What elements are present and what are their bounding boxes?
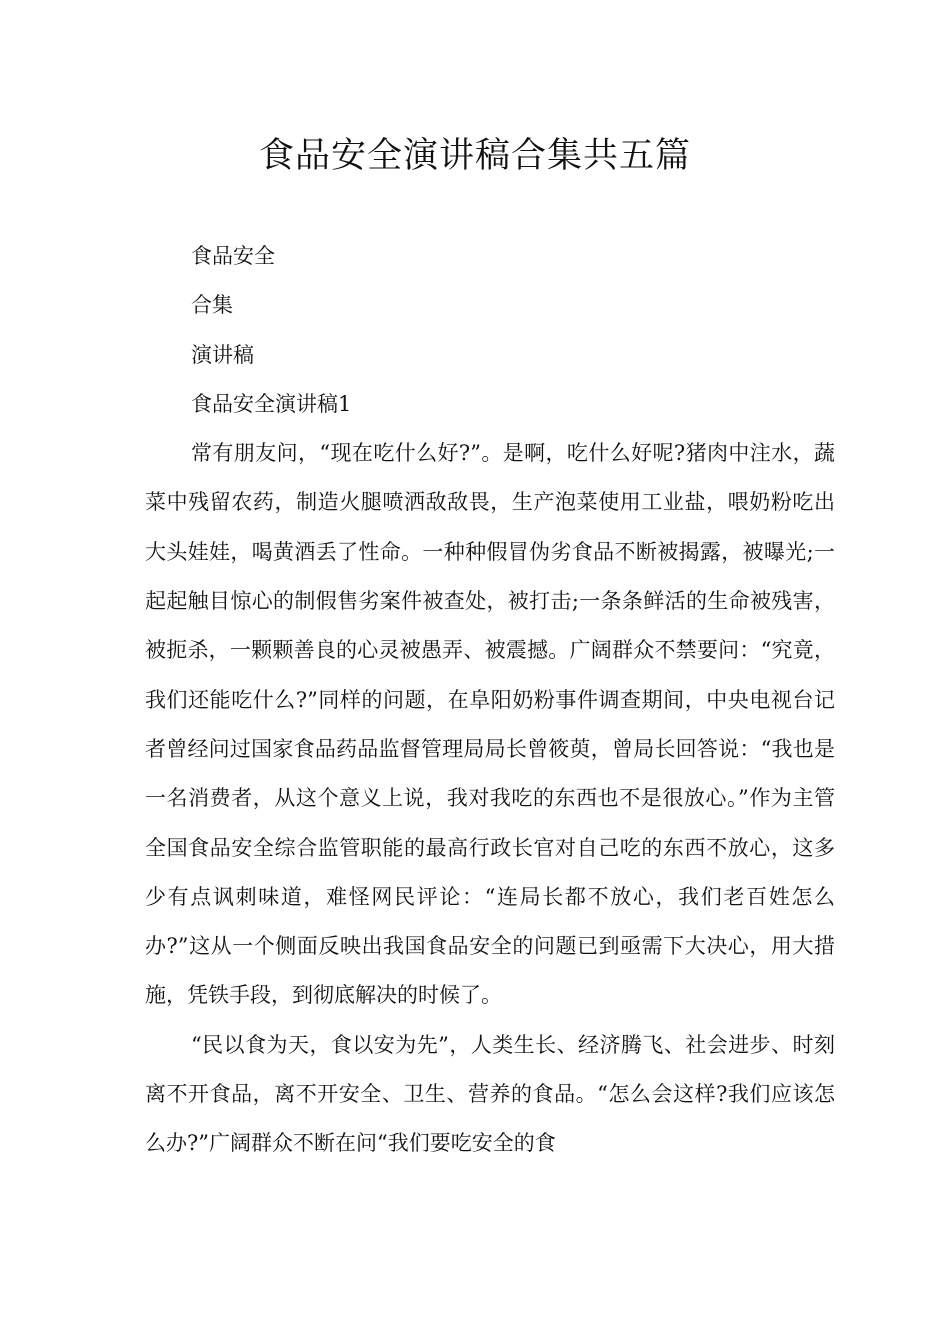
keyword-line: 演讲稿 [191, 342, 254, 367]
section-heading: 食品安全演讲稿1 [191, 391, 352, 416]
document-body [145, 232, 835, 1169]
body-paragraph: “民以食为天，食以安为先”，人类生长、经济腾飞、社会进步、时刻离不开食品，离不开安全、卫生、营养的食品。“怎么会这样?我们应该怎么办?”广阔群众不断在问“我们要吃安全的食 [145, 1032, 835, 1156]
keyword-line: 合集 [191, 293, 233, 318]
keyword-line: 食品安全 [191, 244, 275, 268]
body-paragraph: 常有朋友问，“现在吃什么好?”。是啊，吃什么好呢?猪肉中注水，蔬菜中残留农药，制造火腿喷洒敌敌畏，生产泡菜使用工业盐，喂奶粉吃出大头娃娃，喝黄酒丢了性命。一种种假冒伪劣食品不断被揭露，被曝光;一起起触目惊心的制假售劣案件被查处，被打击;一条条鲜活的生命被残害，被扼杀，一颗颗善良的心灵被愚弄、被震撼。广阔群众不禁要问：“究竟，我们还能吃什么?”同样的问题，在阜阳奶粉事件调查期间，中央电视台记者曾经问过国家食品药品监督管理局局长曾筱萸，曾局长回答说：“我也是一名消费者，从这个意义上说，我对我吃的东西也不是很放心。”作为主管全国食品安全综合监管职能的最高行政长官对自己吃的东西不放心，这多少有点讽刺味道，难怪网民评论：“连局长都不放心，我们老百姓怎么办?”这从一个侧面反映出我国食品安全的问题已到亟需下大决心，用大措施，凭铁手段，到彻底解决的时候了。 [145, 441, 835, 1008]
document-title: 食品安全演讲稿合集共五篇 [258, 136, 691, 176]
